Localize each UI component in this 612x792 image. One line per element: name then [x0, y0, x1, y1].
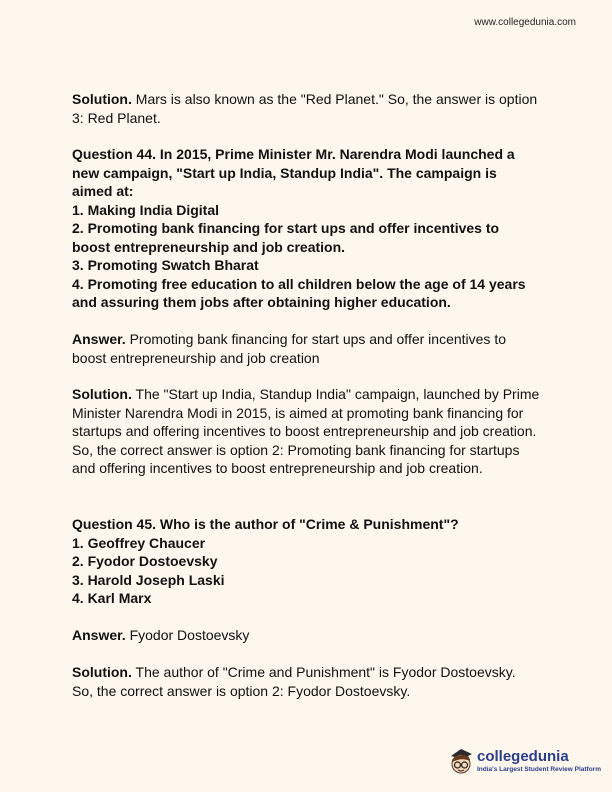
- answer-text: Fyodor Dostoevsky: [125, 627, 250, 643]
- logo-tagline: India's Largest Student Review Platform: [477, 765, 601, 773]
- mascot-icon: [448, 746, 474, 776]
- answer-label: Answer.: [72, 331, 126, 347]
- question-45: [72, 515, 459, 608]
- prev-solution: [72, 90, 537, 127]
- solution-text: The author of "Crime and Punishment" is Fyodor Dostoevsky.: [131, 664, 516, 680]
- solution-text: Mars is also known as the "Red Planet." So, the answer is option: [131, 91, 538, 107]
- solution-text: 3: Red Planet.: [72, 109, 161, 126]
- question-44: [72, 145, 526, 312]
- solution-text: startups and offering incentives to boost entrepreneurship and job creation.: [72, 423, 537, 439]
- solution-text: and offering incentives to boost entrepreneurship and job creation.: [72, 460, 483, 476]
- solution-text: So, the correct answer is option 2: Promoting bank financing for startups: [72, 441, 520, 458]
- answer-44: [72, 330, 506, 367]
- option: 4. Promoting free education to all children below the age of 14 years: [72, 275, 526, 292]
- solution-44: [72, 385, 539, 478]
- answer-text: Promoting bank financing for start ups and offer incentives to: [125, 331, 506, 347]
- answer-45: [72, 626, 249, 645]
- option: and assuring them jobs after obtaining higher education.: [72, 294, 451, 310]
- question-text: Question 44. In 2015, Prime Minister Mr. Narendra Modi launched a: [72, 146, 515, 162]
- option: 3. Harold Joseph Laski: [72, 571, 225, 588]
- option: 1. Geoffrey Chaucer: [72, 534, 206, 551]
- solution-label: Solution.: [72, 91, 132, 107]
- header-url[interactable]: www.collegedunia.com: [474, 17, 576, 28]
- option: 4. Karl Marx: [72, 590, 152, 606]
- collegedunia-logo: [448, 746, 601, 776]
- solution-text: Minister Narendra Modi in 2015, is aimed at promoting bank financing for: [72, 404, 524, 421]
- solution-label: Solution.: [72, 386, 132, 402]
- logo-name: collegedunia: [477, 747, 569, 765]
- option: 1. Making India Digital: [72, 201, 220, 218]
- answer-text: boost entrepreneurship and job creation: [72, 349, 320, 366]
- answer-label: Answer.: [72, 627, 126, 643]
- solution-45: [72, 663, 516, 700]
- question-text: new campaign, "Start up India, Standup India". The campaign is: [72, 164, 497, 181]
- option: boost entrepreneurship and job creation.: [72, 238, 346, 255]
- solution-text: So, the correct answer is option 2: Fyodor Dostoevsky.: [72, 682, 411, 699]
- solution-label: Solution.: [72, 664, 132, 680]
- question-text: Question 45. Who is the author of "Crime & Punishment"?: [72, 516, 459, 532]
- option: 2. Fyodor Dostoevsky: [72, 553, 218, 569]
- option: 2. Promoting bank financing for start ups and offer incentives to: [72, 220, 500, 236]
- question-text: aimed at:: [72, 183, 134, 199]
- solution-text: The "Start up India, Standup India" campaign, launched by Prime: [131, 386, 540, 402]
- option: 3. Promoting Swatch Bharat: [72, 257, 259, 273]
